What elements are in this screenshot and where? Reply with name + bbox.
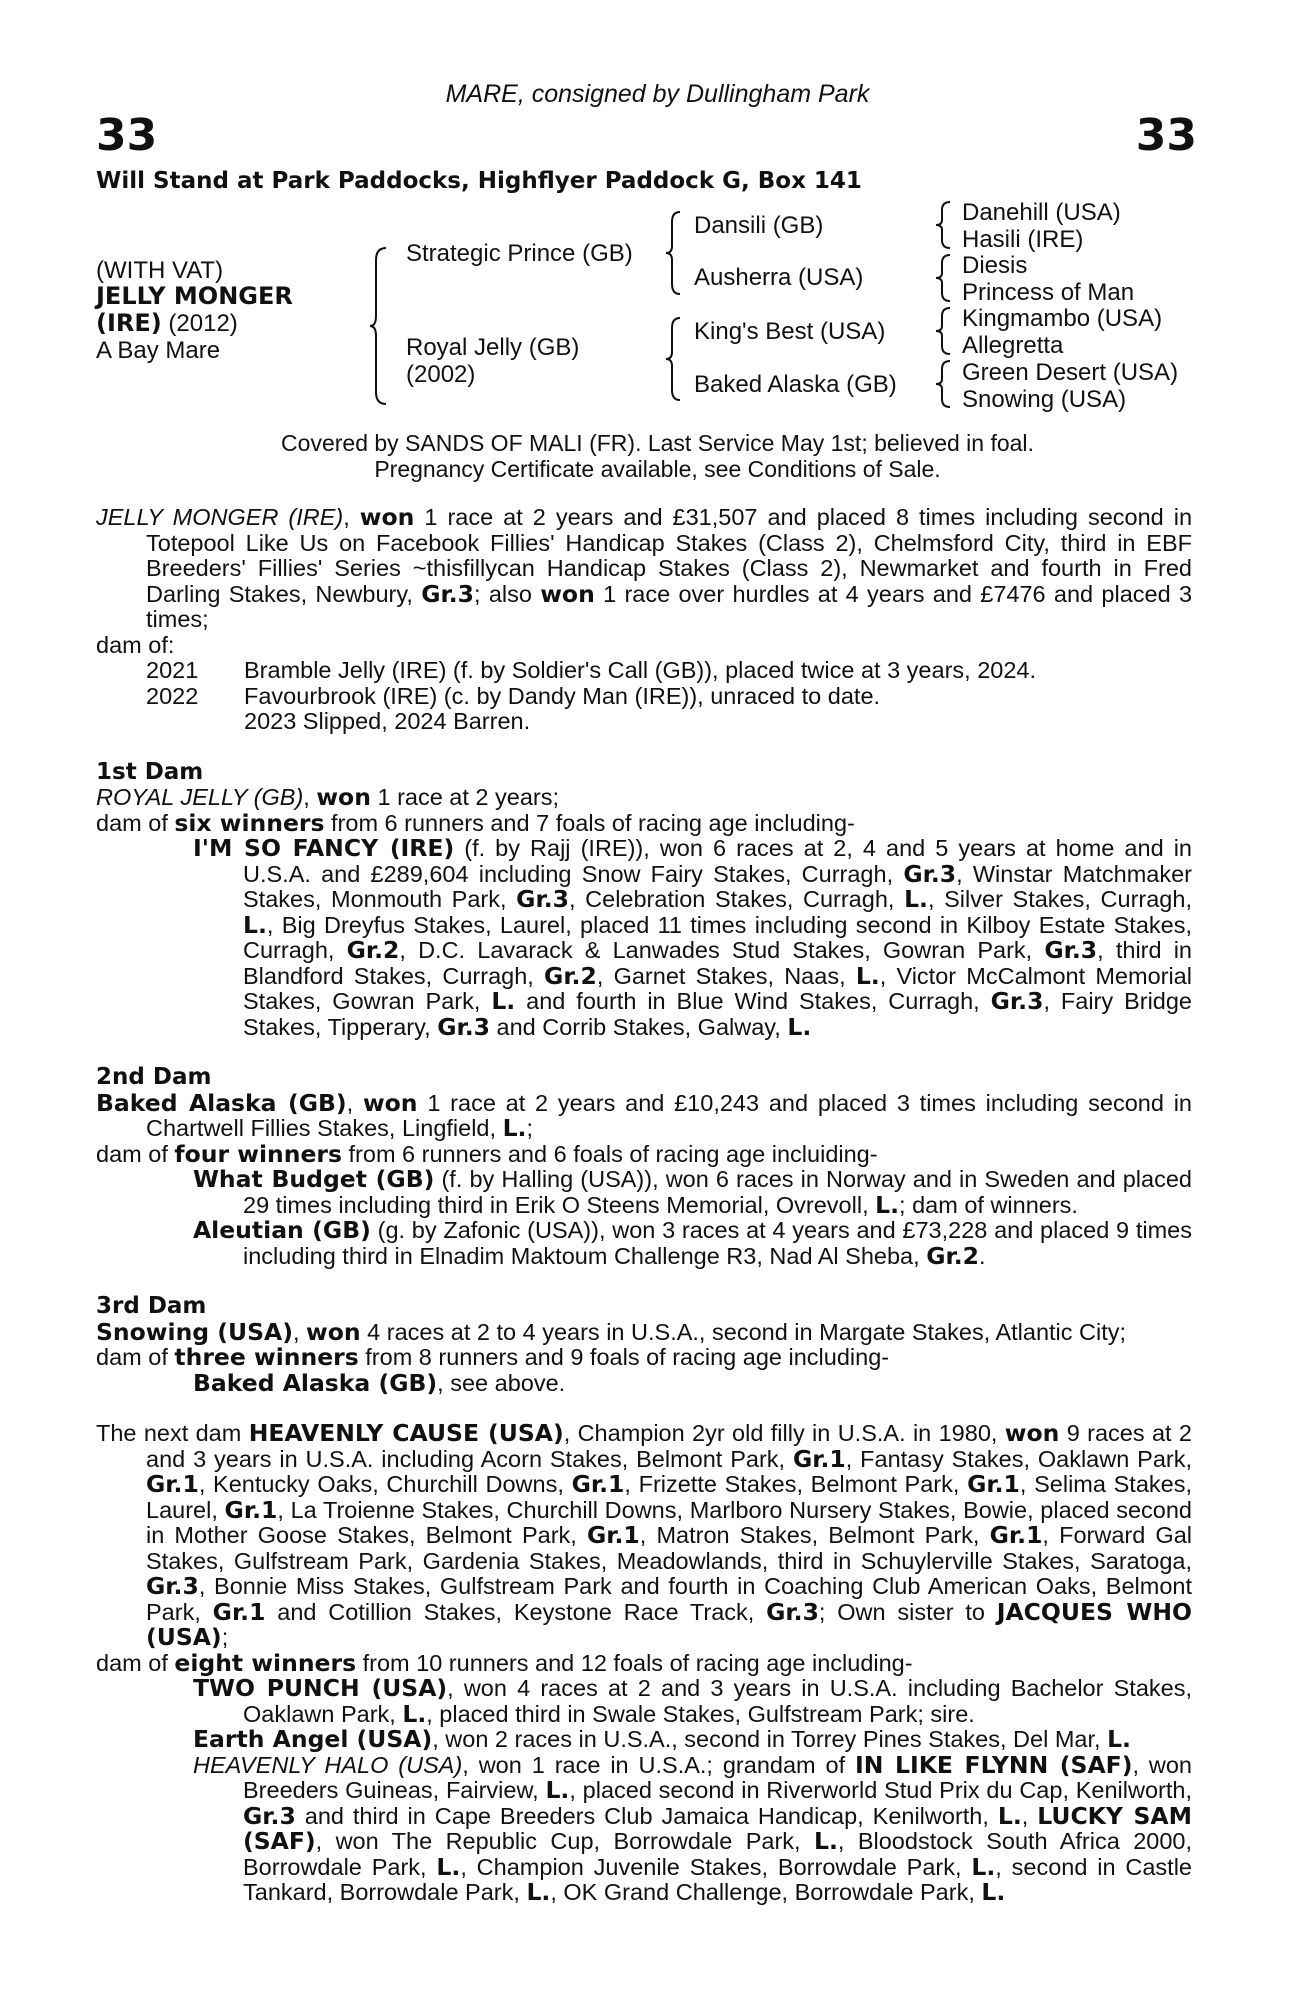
ped-dsd: Allegretta [962, 332, 1064, 359]
first-dam-heading: 1st Dam [96, 758, 204, 785]
mare-record: JELLY MONGER (IRE), won 1 race at 2 years and £31,507 and placed 8 times including second in Totepool Like Us on Facebook Fillies' Handicap Stakes (Class 2), Chelmsford City, third in EBF Breeders' Fillies' Series ~thisfillycan Handicap Stakes (Class 2), Newmarket and fourth in Fred Darling Stakes, Newbury, Gr.3; also won 1 race over hurdles at 4 years and £7476 and placed 3 times; [96, 503, 1193, 632]
dam-sire: King's Best (USA) [694, 318, 886, 345]
pedigree-brace-sd [934, 253, 954, 303]
second-dam-record: Baked Alaska (GB), won 1 race at 2 years and £10,243 and placed 3 times including second in Chartwell Fillies Stakes, Lingfield, L.; [96, 1088, 1192, 1142]
ped-ssd: Hasili (IRE) [962, 226, 1084, 253]
consignor-line: MARE, consigned by Dullingham Park [445, 80, 870, 108]
foal-row: 2022 Favourbrook (IRE) (c. by Dandy Man (IRE)), unraced to date. [146, 682, 881, 709]
horse-name-line2 [96, 310, 238, 337]
second-dam-produce: dam of four winners from 6 runners and 6 foals of racing age incluiding- [96, 1139, 878, 1168]
catalogue-body [96, 505, 1192, 1906]
covered-line-2: Pregnancy Certificate available, see Conditions of Sale. [374, 456, 941, 482]
pedigree-brace-ss [934, 200, 954, 250]
dam-dam: Baked Alaska (GB) [694, 371, 897, 398]
mare-name: JELLY MONGER (IRE) [96, 504, 344, 530]
sire: Strategic Prince (GB) [406, 240, 633, 267]
ped-ddd: Snowing (USA) [962, 386, 1127, 413]
sire-dam: Ausherra (USA) [694, 264, 864, 291]
first-dam-record: ROYAL JELLY (GB), won 1 race at 2 years; [96, 783, 560, 811]
produce-entry: Earth Angel (USA), won 2 races in U.S.A., second in Torrey Pines Stakes, Del Mar, L. [193, 1725, 1131, 1753]
foal-row: 2023 Slipped, 2024 Barren. [244, 708, 531, 734]
ped-sss: Danehill (USA) [962, 199, 1121, 226]
pedigree-brace-main [368, 246, 390, 406]
covered-note [0, 430, 1315, 482]
sire-sire: Dansili (GB) [694, 212, 824, 239]
produce-entry: Baked Alaska (GB), see above. [193, 1368, 566, 1397]
third-dam-heading: 3rd Dam [96, 1293, 207, 1319]
pedigree-brace-dd [934, 359, 954, 409]
dam: Royal Jelly (GB) [406, 334, 580, 361]
first-dam-produce: dam of six winners from 6 runners and 7 foals of racing age including- [96, 808, 855, 837]
third-dam-record: Snowing (USA), won 4 races at 2 to 4 years in U.S.A., second in Margate Stakes, Atlantic City; [96, 1317, 1127, 1346]
ped-dds: Green Desert (USA) [962, 359, 1179, 386]
horse-year: (2012) [168, 310, 238, 337]
lot-number-left: 33 [96, 110, 158, 161]
ped-sdd: Princess of Man [962, 279, 1135, 306]
next-dam-record: The next dam HEAVENLY CAUSE (USA), Champion 2yr old filly in U.S.A. in 1980, won 9 races at 2 and 3 years in U.S.A. including Acorn Stakes, Belmont Park, Gr.1, Fantasy Stakes, Oaklawn Park, Gr.1, Kentucky Oaks, Churchill Downs, Gr.1, Frizette Stakes, Belmont Park, Gr.1, Selima Stakes, Laurel, Gr.1, La Troienne Stakes, Churchill Downs, Marlboro Nursery Stakes, Bowie, placed second in Mother Goose Stakes, Belmont Park, Gr.1, Matron Stakes, Belmont Park, Gr.1, Forward Gal Stakes, Gulfstream Park, Gardenia Stakes, Meadowlands, third in Schuylerville Stakes, Saratoga, Gr.3, Bonnie Miss Stakes, Gulfstream Park and fourth in Coaching Club American Oaks, Belmont Park, Gr.1 and Cotillion Stakes, Keystone Race Track, Gr.3; Own sister to JACQUES WHO (USA); [96, 1419, 1193, 1651]
with-vat: (WITH VAT) [96, 257, 224, 284]
produce-entry: I'M SO FANCY (IRE) (f. by Rajj (IRE)), won 6 races at 2, 4 and 5 years at home and in U.S.A. and £289,604 including Snow Fairy Stakes, Curragh, Gr.3, Winstar Matchmaker Stakes, Monmouth Park, Gr.3, Celebration Stakes, Curragh, L., Silver Stakes, Curragh, L., Big Dreyfus Stakes, Laurel, placed 11 times including second in Kilboy Estate Stakes, Curragh, Gr.2, D.C. Lavarack & Lanwades Stud Stakes, Gowran Park, Gr.3, third in Blandford Stakes, Curragh, Gr.2, Garnet Stakes, Naas, L., Victor McCalmont Memorial Stakes, Gowran Park, L. and fourth in Blue Wind Stakes, Curragh, Gr.3, Fairy Bridge Stakes, Tipperary, Gr.3 and Corrib Stakes, Galway, L. [193, 834, 1192, 1041]
pedigree-brace-dam [664, 316, 684, 402]
foal-row: 2021 Bramble Jelly (IRE) (f. by Soldier's Call (GB)), placed twice at 3 years, 2024. [146, 657, 1037, 683]
second-dam-heading: 2nd Dam [96, 1064, 212, 1090]
ped-dss: Kingmambo (USA) [962, 305, 1163, 332]
dam-of-label: dam of: [96, 631, 175, 658]
next-dam-produce: dam of eight winners from 10 runners and 12 foals of racing age including- [96, 1648, 913, 1677]
lot-number-right: 33 [1135, 110, 1197, 161]
pedigree-brace-sire [664, 210, 684, 296]
produce-entry: TWO PUNCH (USA), won 4 races at 2 and 3 years in U.S.A. including Bachelor Stakes, Oaklawn Park, L., placed third in Swale Stakes, Gulfstream Park; sire. [193, 1674, 1192, 1728]
pedigree-brace-ds [934, 306, 954, 356]
covered-line-1: Covered by SANDS OF MALI (FR). Last Service May 1st; believed in foal. [281, 430, 1034, 456]
dam-year: (2002) [406, 361, 476, 388]
horse-country: (IRE) [96, 309, 162, 337]
ped-sds: Diesis [962, 252, 1028, 279]
produce-entry: Aleutian (GB) (g. by Zafonic (USA)), won 3 races at 4 years and £73,228 and placed 9 times including third in Elnadim Maktoum Challenge R3, Nad Al Sheba, Gr.2. [193, 1216, 1192, 1270]
stand-location: Will Stand at Park Paddocks, Highflyer Paddock G, Box 141 [96, 168, 862, 194]
horse-description: A Bay Mare [96, 337, 221, 364]
produce-entry: HEAVENLY HALO (USA), won 1 race in U.S.A.; grandam of IN LIKE FLYNN (SAF), won Breeders Guineas, Fairview, L., placed second in Riverworld Stud Prix du Cap, Kenilworth, Gr.3 and third in Cape Breeders Club Jamaica Handicap, Kenilworth, L., LUCKY SAM (SAF), won The Republic Cup, Borrowdale Park, L., Bloodstock South Africa 2000, Borrowdale Park, L., Champion Juvenile Stakes, Borrowdale Park, L., second in Castle Tankard, Borrowdale Park, L., OK Grand Challenge, Borrowdale Park, L. [193, 1750, 1192, 1906]
horse-name: JELLY MONGER [96, 282, 293, 310]
produce-entry: What Budget (GB) (f. by Halling (USA)), won 6 races in Norway and in Sweden and placed 29 times including third in Erik O Steens Memorial, Ovrevoll, L.; dam of winners. [193, 1165, 1192, 1219]
third-dam-produce: dam of three winners from 8 runners and 9 foals of racing age including- [96, 1343, 890, 1371]
